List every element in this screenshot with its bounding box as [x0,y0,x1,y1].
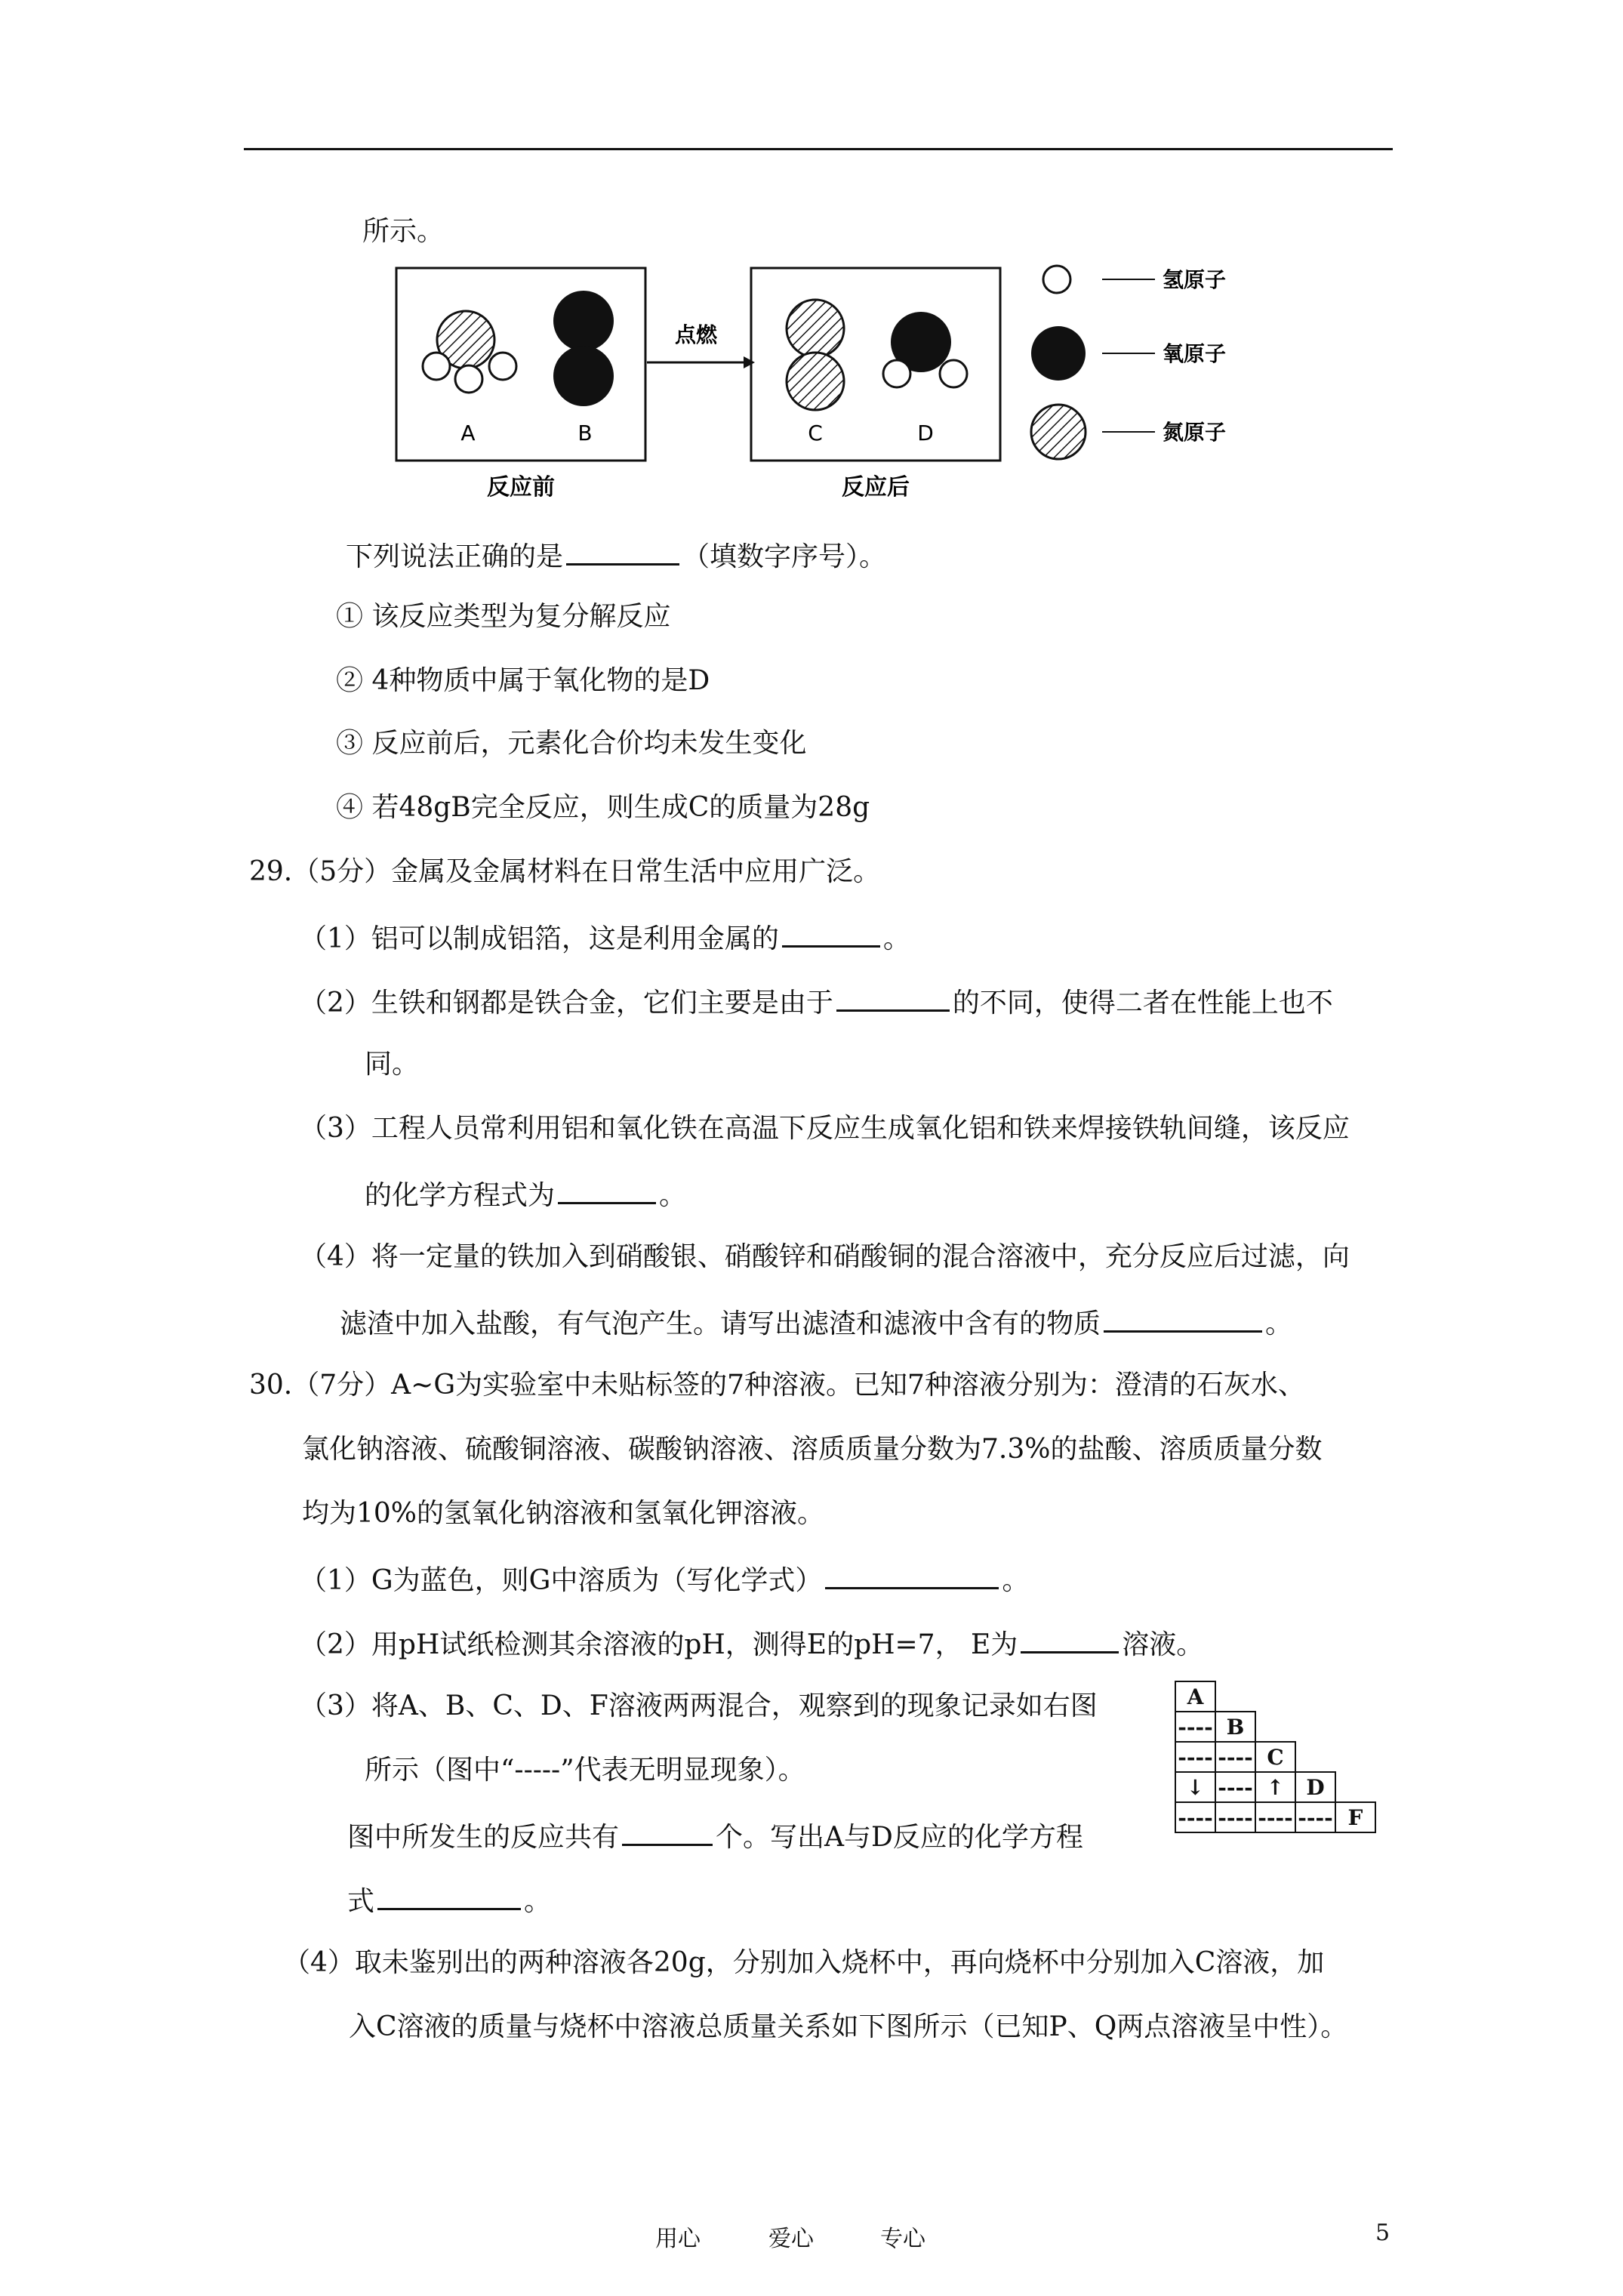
legend-hydrogen-icon [1043,266,1070,293]
answer-blank[interactable] [566,538,679,566]
grid-cell: ---- [1295,1801,1336,1833]
molecule-a-hydrogen-atom [455,365,482,393]
grid-cell: A [1175,1681,1216,1712]
molecule-c-nitrogen-atom [787,300,844,357]
q30-part-3-line-3: 图中所发生的反应共有 个。写出A与D反应的化学方程 [347,1818,1083,1854]
label-b: B [577,421,593,445]
q28-option-3: ③ 反应前后，元素化合价均未发生变化 [336,728,807,759]
grid-cell: ---- [1215,1771,1256,1803]
q30-title-line-3: 均为10%的氢氧化钠溶液和氢氧化钾溶液。 [302,1498,825,1529]
answer-blank[interactable] [377,1882,521,1910]
answer-blank[interactable] [782,920,880,948]
reaction-diagram [393,264,1298,506]
q29-part-4-cont: 滤渣中加入盐酸，有气泡产生。请写出滤渣和滤液中含有的物质 。 [340,1305,1292,1341]
grid-cell: ---- [1215,1801,1256,1833]
footer-slogan-3: 专心 [880,2226,925,2252]
q29-part-1: （1）铝可以制成铝箔，这是利用金属的 。 [300,920,910,956]
page-number: 5 [1375,2220,1390,2246]
grid-cell: B [1215,1711,1256,1743]
q30-part-4: （4）取未鉴别出的两种溶液各20g，分别加入烧杯中，再向烧杯中分别加入C溶液，加 [283,1947,1325,1978]
q29-title: 29.（5分）金属及金属材料在日常生活中应用广泛。 [249,856,881,887]
legend-oxygen-icon [1031,326,1086,381]
q29-part-3: （3）工程人员常利用铝和氧化铁在高温下反应生成氧化铝和铁来焊接铁轨间缝，该反应 [300,1113,1350,1144]
grid-cell: D [1295,1771,1336,1803]
before-caption: 反应前 [487,474,555,501]
q30-part-4-line-2: 入C溶液的质量与烧杯中溶液总质量关系如下图所示（已知P、Q两点溶液呈中性）。 [349,2011,1348,2042]
molecule-a-hydrogen-atom [423,353,450,380]
q28-option-4: ④ 若48gB完全反应，则生成C的质量为28g [336,792,870,823]
arrow-head [744,356,755,368]
legend-oxygen-label: 氧原子 [1163,341,1227,366]
grid-cell: ---- [1175,1711,1216,1743]
q30-part-3-line-2: 所示（图中“-----”代表无明显现象）。 [365,1755,805,1786]
q28-option-2: ② 4种物质中属于氧化物的是D [336,665,710,696]
molecule-a-hydrogen-atom [489,353,516,380]
grid-cell: ---- [1175,1741,1216,1773]
q29-part-3-cont: 的化学方程式为 。 [365,1176,686,1213]
grid-cell: C [1255,1741,1296,1773]
grid-cell: ---- [1255,1801,1296,1833]
footer-slogan-2: 爱心 [768,2226,814,2252]
q28-option-1: ① 该反应类型为复分解反应 [336,601,671,632]
answer-blank[interactable] [1021,1626,1119,1653]
molecule-d-hydrogen-atom [940,360,967,387]
legend-nitrogen-icon [1031,405,1086,459]
grid-cell: ---- [1215,1741,1256,1773]
q30-title-line-2: 氯化钠溶液、硫酸铜溶液、碳酸钠溶液、溶质质量分数为7.3%的盐酸、溶质质量分数 [302,1434,1323,1465]
intro-tail: 所示。 [362,216,445,247]
molecule-b-oxygen-atom [553,346,614,406]
q29-part-2-cont: 同。 [365,1049,420,1080]
after-caption: 反应后 [842,474,910,501]
grid-cell: ↓ [1175,1771,1216,1803]
q30-part-2: （2）用pH试纸检测其余溶液的pH，测得E的pH=7， E为 溶液。 [300,1626,1203,1662]
grid-cell: F [1335,1801,1376,1833]
molecule-d-hydrogen-atom [883,360,910,387]
answer-blank[interactable] [825,1561,999,1589]
q30-part-3-line-4: 式 。 [347,1882,551,1918]
label-a: A [460,421,476,445]
q30-title: 30.（7分）A~G为实验室中未贴标签的7种溶液。已知7种溶液分别为：澄清的石灰水、 [249,1370,1305,1401]
answer-blank[interactable] [1104,1305,1262,1333]
label-c: C [808,421,823,445]
answer-blank[interactable] [622,1818,713,1846]
footer-slogan-1: 用心 [655,2226,701,2252]
grid-cell: ---- [1175,1801,1216,1833]
header-rule [244,148,1393,150]
molecule-c-nitrogen-atom [787,353,844,410]
q30-part-3: （3）将A、B、C、D、F溶液两两混合，观察到的现象记录如右图 [300,1690,1098,1721]
molecule-b-oxygen-atom [553,291,614,351]
legend-nitrogen-label: 氮原子 [1163,420,1227,445]
answer-blank[interactable] [558,1176,656,1204]
grid-cell: ↑ [1255,1771,1296,1803]
label-d: D [917,421,934,445]
q30-part-1: （1）G为蓝色，则G中溶质为（写化学式） 。 [300,1561,1029,1598]
answer-blank[interactable] [836,984,950,1012]
q29-part-2: （2）生铁和钢都是铁合金，它们主要是由于 的不同，使得二者在性能上也不 [300,984,1333,1020]
arrow-label: 点燃 [674,322,718,347]
q28-prompt: 下列说法正确的是 （填数字序号）。 [346,538,886,574]
q29-part-4: （4）将一定量的铁加入到硝酸银、硝酸锌和硝酸铜的混合溶液中，充分反应后过滤，向 [300,1241,1350,1272]
legend-hydrogen-label: 氢原子 [1163,267,1227,292]
